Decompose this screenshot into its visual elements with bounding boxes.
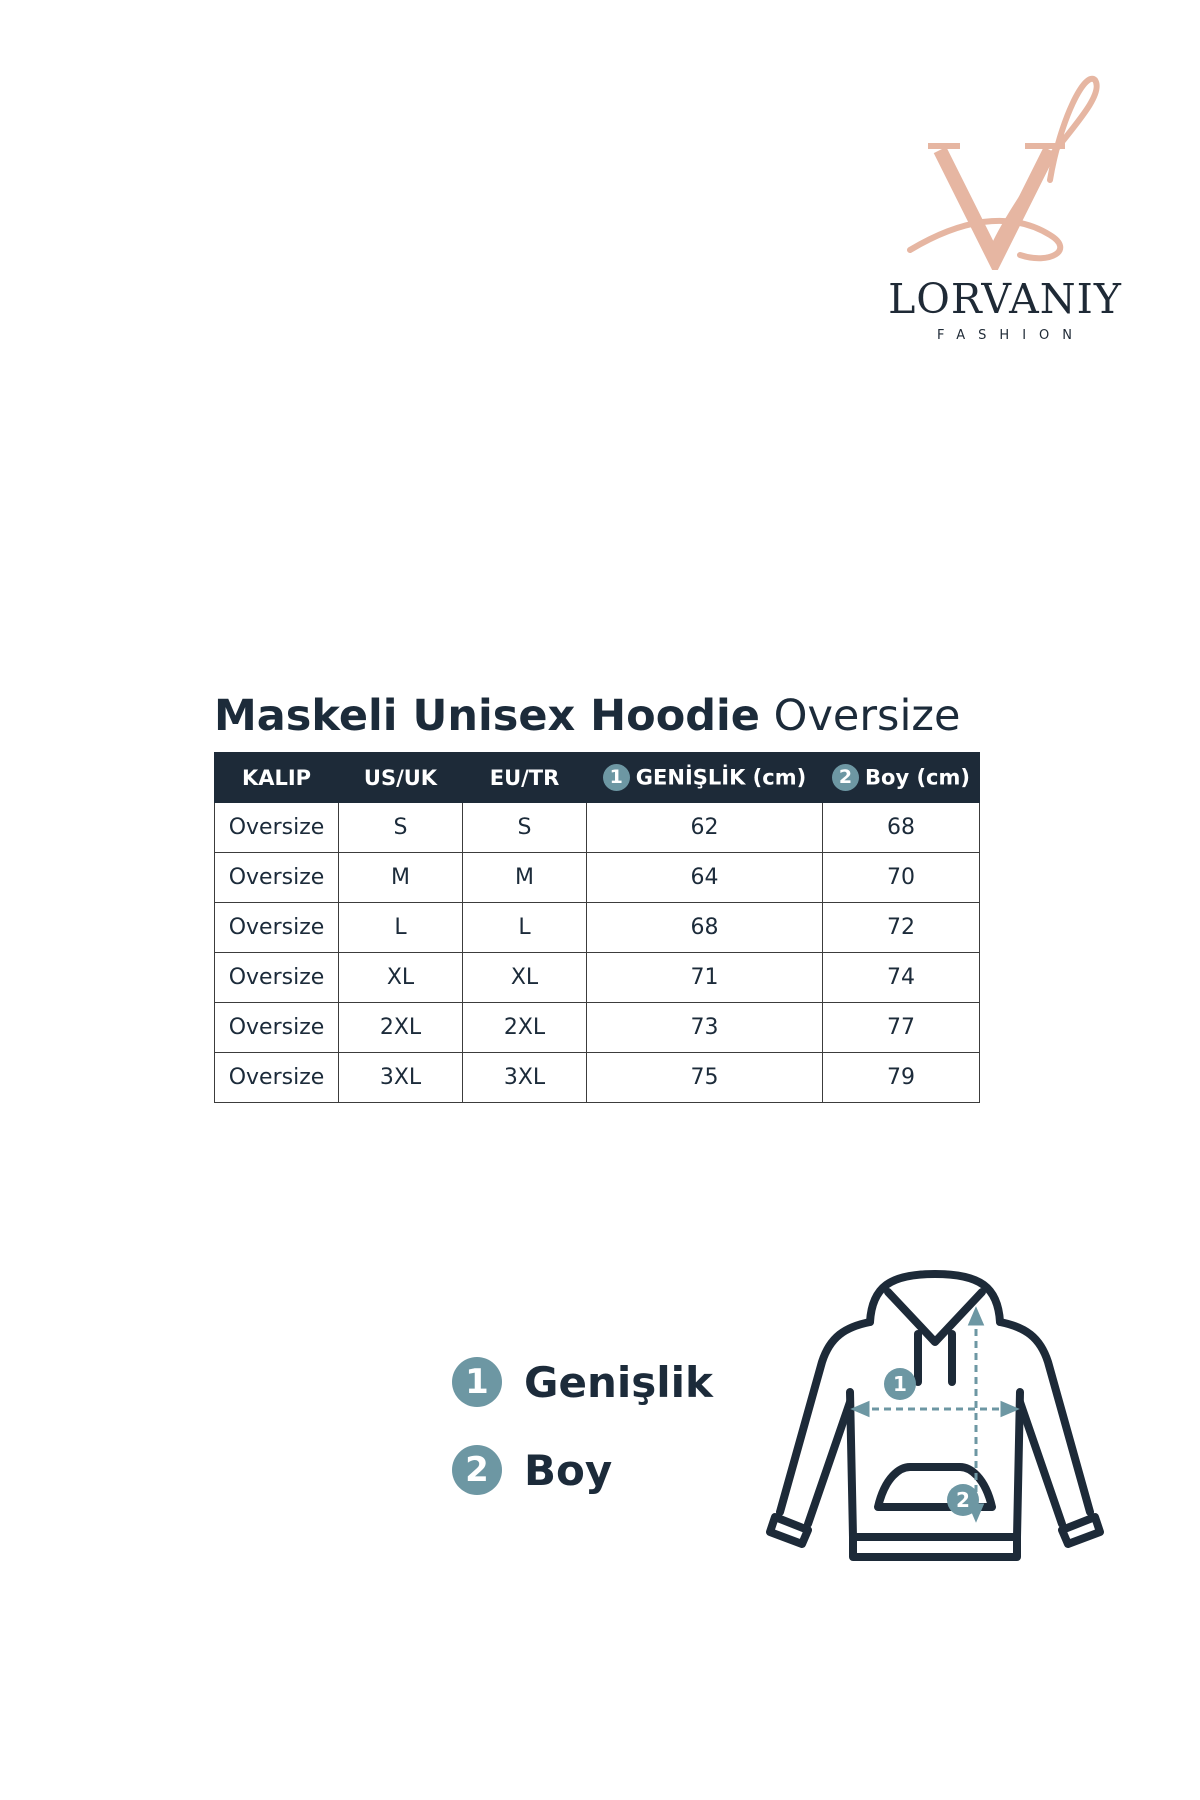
cell-fit: Oversize [215,853,339,903]
brand-subtitle: FASHION [937,328,1085,343]
table-row [215,903,980,953]
cell-fit: Oversize [215,1003,339,1053]
cell-us-uk: 3XL [339,1053,463,1103]
table-row [215,853,980,903]
number-badge: 1 [452,1357,502,1407]
cell-length: 70 [823,853,980,903]
cell-length: 79 [823,1053,980,1103]
table-row [215,1053,980,1103]
cell-width: 62 [587,803,823,853]
cell-fit: Oversize [215,1053,339,1103]
header-label: GENİŞLİK (cm) [635,765,807,790]
cell-us-uk: 2XL [339,1003,463,1053]
header-length [823,753,980,803]
diagram-badge-width [884,1368,916,1400]
header-label: EU/TR [489,765,560,790]
header-width [587,753,823,803]
cell-length: 72 [823,903,980,953]
header-kalip [215,753,339,803]
hoodie-icon [760,1262,1110,1572]
product-title [214,690,960,742]
table-row [215,1003,980,1053]
cell-eu-tr: S [463,803,587,853]
product-title-main: Maskeli Unisex Hoodie [214,691,760,741]
size-chart-table [214,752,980,1103]
header-label: US/UK [363,765,438,790]
cell-us-uk: XL [339,953,463,1003]
lv-monogram-icon [900,60,1100,270]
measurement-legend [452,1353,713,1529]
number-badge: 2 [452,1445,502,1495]
legend-item-length [452,1441,713,1499]
header-us-uk [339,753,463,803]
legend-label: Boy [524,1445,613,1495]
cell-width: 75 [587,1053,823,1103]
cell-length: 74 [823,953,980,1003]
brand-name: LORVANIY [888,275,1122,323]
cell-length: 77 [823,1003,980,1053]
cell-width: 64 [587,853,823,903]
cell-fit: Oversize [215,803,339,853]
cell-fit: Oversize [215,953,339,1003]
legend-label: Genişlik [524,1357,713,1407]
diagram-badge-length [947,1484,979,1516]
cell-width: 71 [587,953,823,1003]
number-badge: 1 [603,764,630,791]
cell-eu-tr: 3XL [463,1053,587,1103]
cell-eu-tr: M [463,853,587,903]
table-row [215,803,980,853]
table-header-row [215,753,980,803]
cell-width: 73 [587,1003,823,1053]
number-badge: 2 [832,764,859,791]
header-label: KALIP [241,765,312,790]
header-eu-tr [463,753,587,803]
product-title-fit: Oversize [773,691,961,741]
table-row [215,953,980,1003]
cell-eu-tr: 2XL [463,1003,587,1053]
cell-us-uk: L [339,903,463,953]
cell-eu-tr: XL [463,953,587,1003]
cell-fit: Oversize [215,903,339,953]
diagram-badge-label: 1 [893,1372,907,1396]
cell-width: 68 [587,903,823,953]
diagram-badge-label: 2 [956,1488,970,1512]
cell-us-uk: S [339,803,463,853]
cell-eu-tr: L [463,903,587,953]
brand-logo [880,60,1130,350]
cell-length: 68 [823,803,980,853]
cell-us-uk: M [339,853,463,903]
legend-item-width [452,1353,713,1411]
header-label: Boy (cm) [865,765,970,790]
